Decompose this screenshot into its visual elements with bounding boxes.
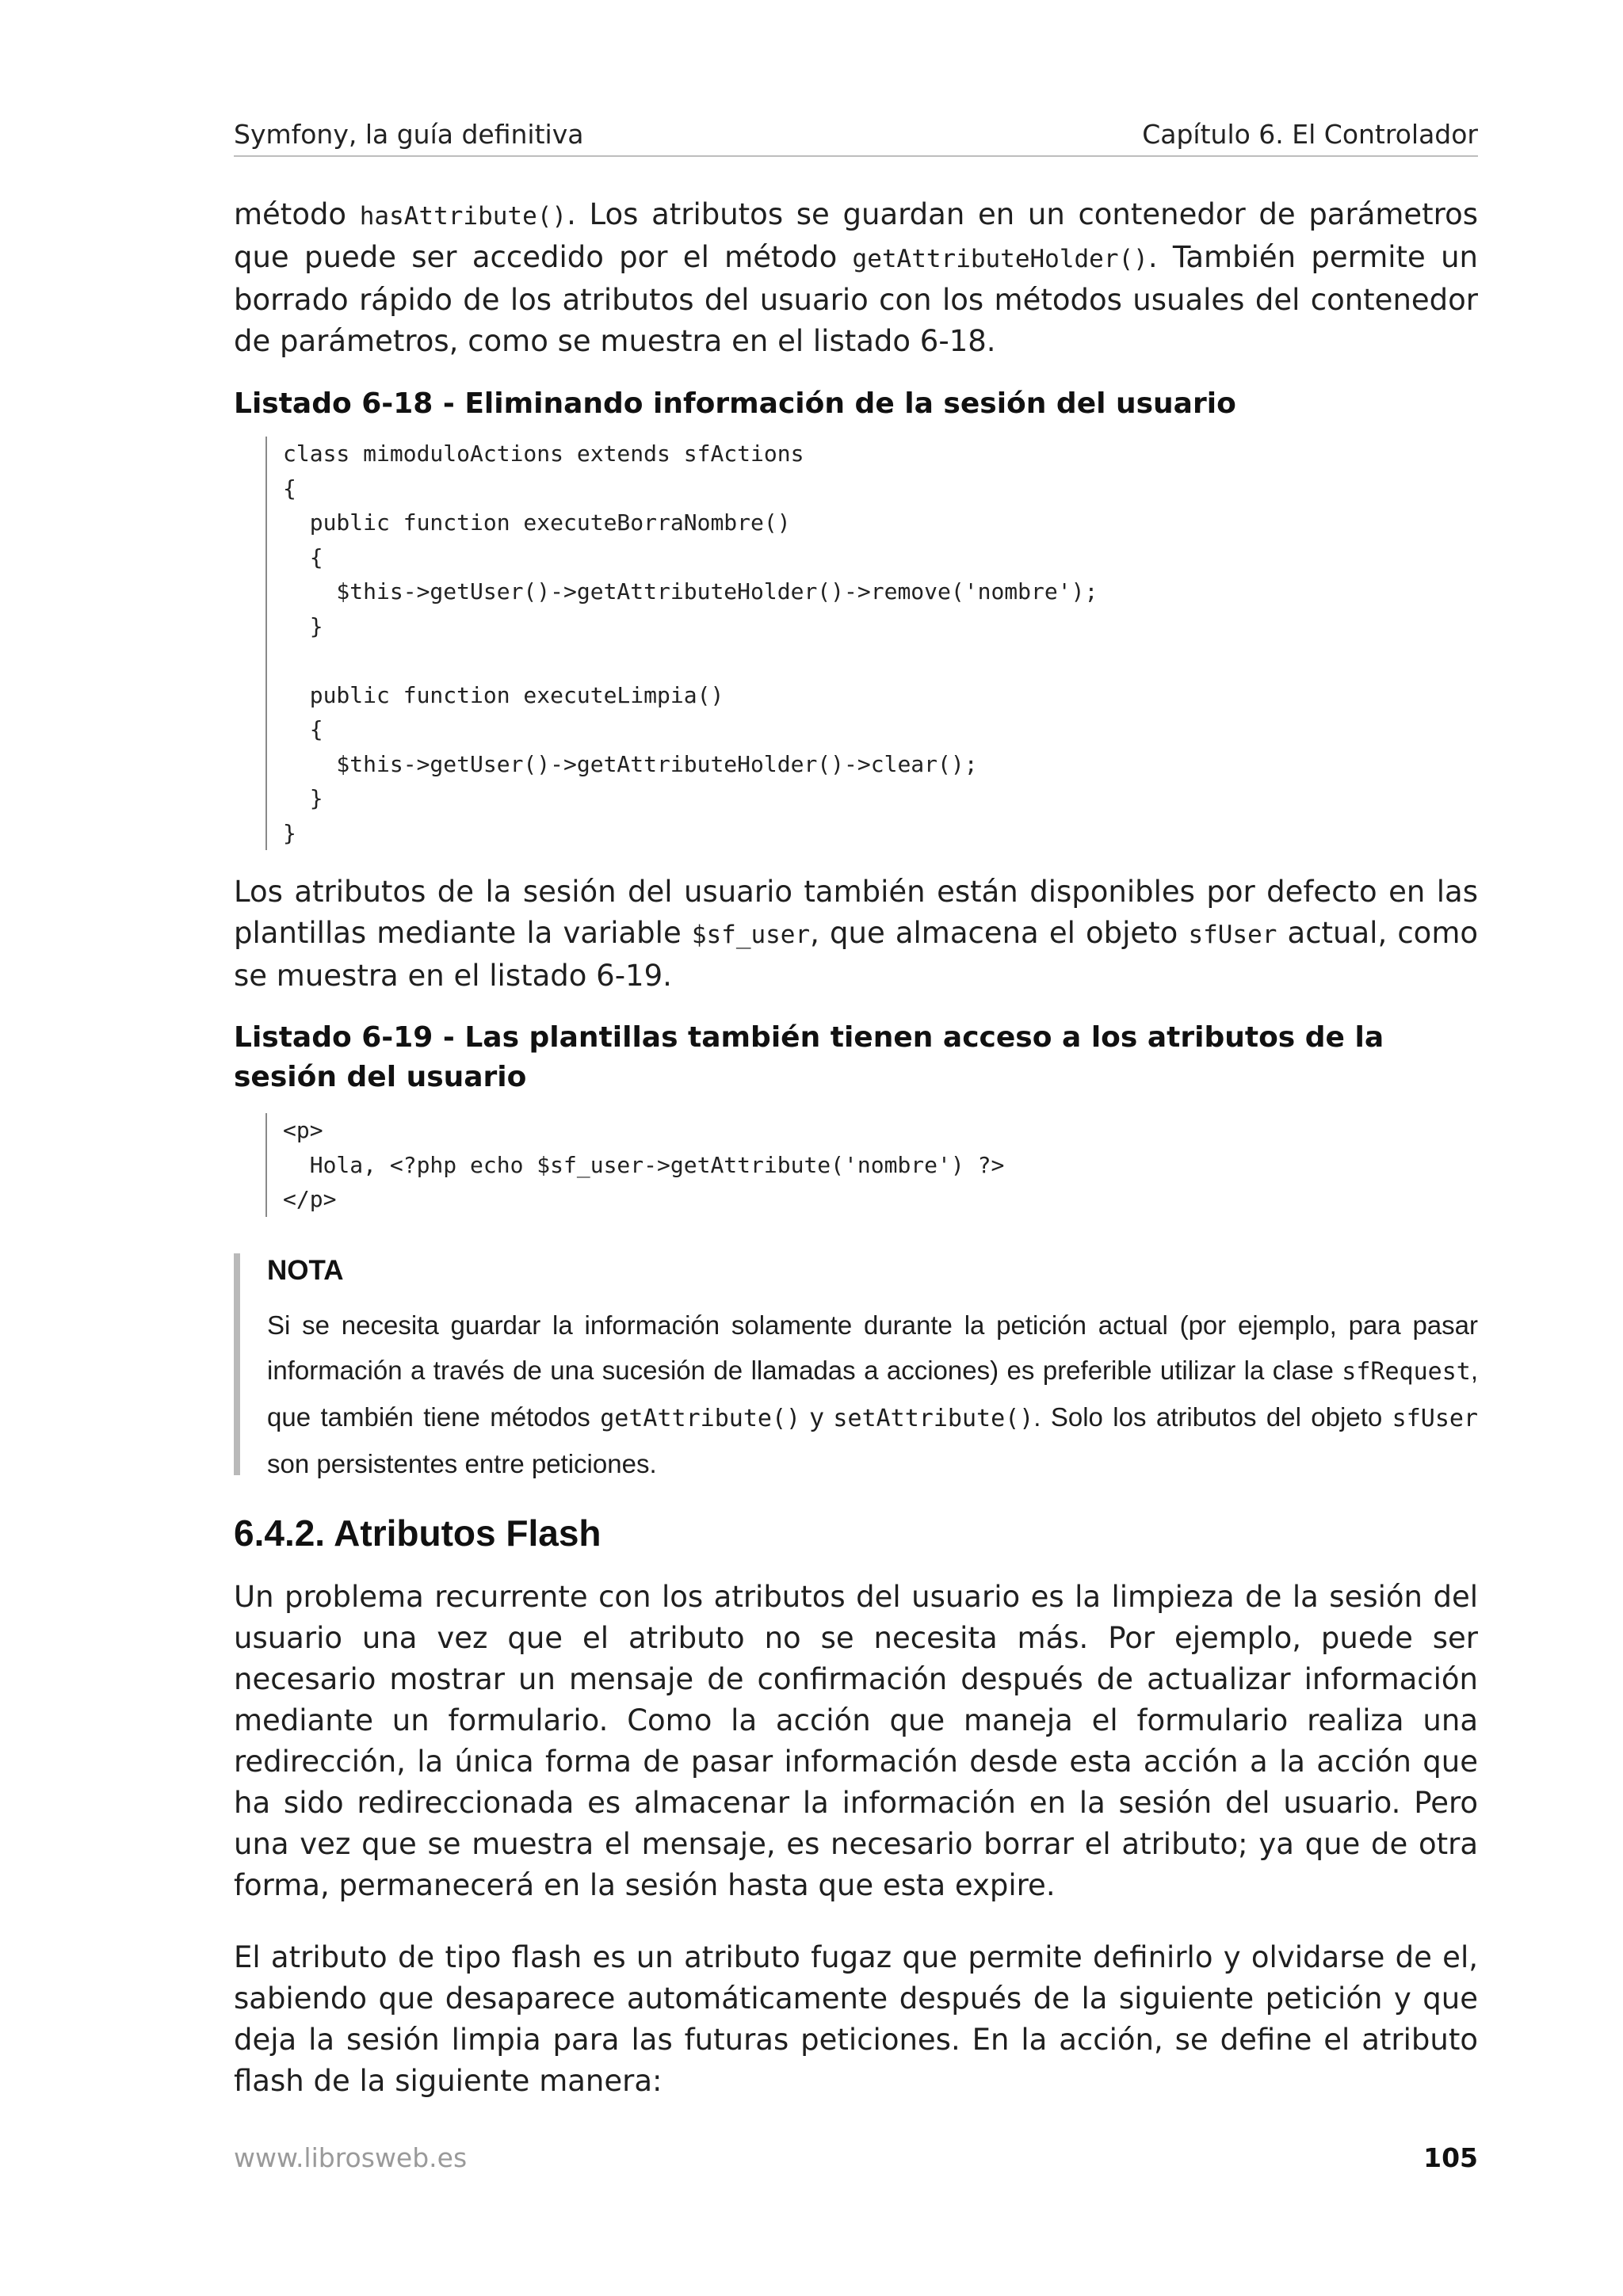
text: . Los atributos se guardan en un contenedor de parámetros que puede ser accedido por el método [234,197,1478,274]
code-block-6-18: class mimoduloActions extends sfActions { public function executeBorraNombre() { $this->getUser()->getAttributeHolder()->remove('nombre'); } public function executeLimpia() { $this->getUser()->getAttributeHolder()->clear(); } } [265,437,1098,850]
code-block-6-19: <p> Hola, <?php echo $sf_user->getAttribute('nombre') ?> </p> [265,1113,1004,1217]
text: . Solo los atributos del objeto [1033,1402,1392,1432]
inline-code: $sf_user [691,921,811,949]
listing-6-18-title: Listado 6-18 - Eliminando información de la sesión del usuario [234,387,1236,420]
text: y [800,1402,834,1432]
note-body [267,1302,1478,1486]
inline-code: getAttributeHolder() [852,245,1148,273]
section-heading: 6.4.2. Atributos Flash [234,1512,601,1554]
text: , que almacena el objeto [810,916,1189,950]
page-header [234,117,1478,157]
text: actual, como se muestra en el listado 6-19. [234,916,1478,993]
text: Los atributos de la sesión del usuario también están disponibles por defecto en las plantillas mediante la variable [234,875,1478,950]
paragraph-intro [234,194,1478,362]
chapter-title: Capítulo 6. El Controlador [1142,119,1478,150]
text: , que también tiene métodos [267,1356,1478,1432]
text: Si se necesita guardar la información solamente durante la petición actual (por ejemplo, para pasar información a través de una sucesión de llamadas a acciones) es preferible utilizar la clase [267,1310,1478,1385]
listing-6-19-title: Listado 6-19 - Las plantillas también tienen acceso a los atributos de la sesión del usuario [234,1021,1384,1093]
inline-code: sfRequest [1342,1358,1471,1386]
inline-code: sfUser [1392,1405,1479,1432]
inline-code: hasAttribute() [359,202,567,231]
paragraph-template-vars [234,871,1478,997]
book-title: Symfony, la guía definitiva [234,119,584,150]
note-box [234,1253,1484,1478]
text: . También permite un borrado rápido de los atributos del usuario con los métodos usuales del contenedor de parámetros, como se muestra en el listado 6-18. [234,240,1478,358]
text: son persistentes entre peticiones. [267,1449,657,1478]
inline-code: setAttribute() [833,1405,1034,1432]
page-number: 105 [1423,2142,1478,2173]
paragraph-flash-problem: Un problema recurrente con los atributos del usuario es la limpieza de la sesión del usuario una vez que el atributo no se necesita más. Por ejemplo, puede ser necesario mostrar un mensaje de confirmación después de actualizar información mediante un formulario. Como la acción que maneja el formulario realiza una redirección, la única forma de pasar información desde esta acción a la acción que ha sido redireccionada es almacenar la información en la sesión del usuario. Pero una vez que se muestra el mensaje, es necesario borrar el atributo; ya que de otra forma, permanecerá en la sesión hasta que esta expire. [234,1580,1478,1902]
text: método [234,197,360,231]
footer-site: www.librosweb.es [234,2142,468,2173]
inline-code: sfUser [1188,921,1277,949]
paragraph-flash-definition: El atributo de tipo flash es un atributo fugaz que permite definirlo y olvidarse de el, sabiendo que desaparece automáticamente después de la siguiente petición y que deja la sesión limpia para las futuras peticiones. En la acción, se define el atributo flash de la siguiente manera: [234,1940,1478,2098]
inline-code: getAttribute() [600,1405,801,1432]
note-title: NOTA [267,1255,344,1286]
